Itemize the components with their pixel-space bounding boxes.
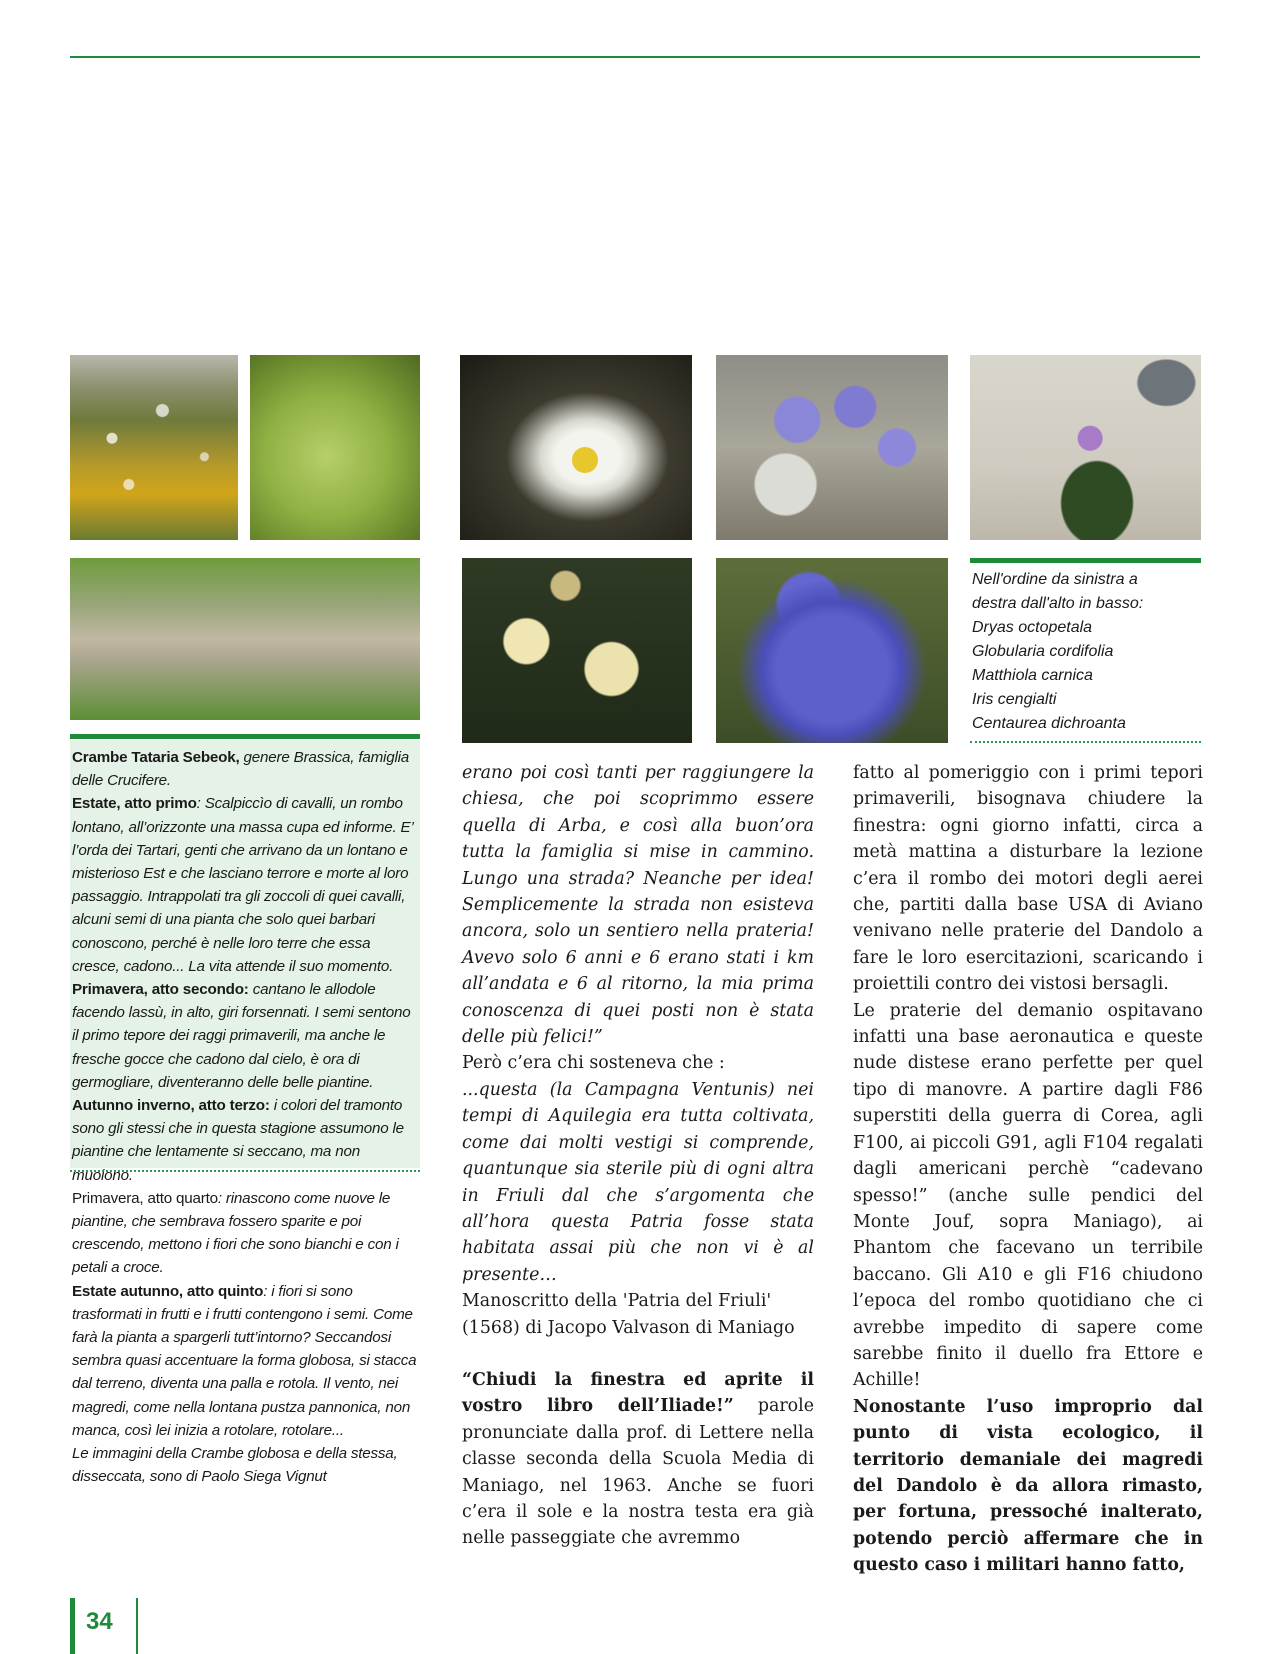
page-number-divider xyxy=(136,1598,138,1654)
act4-title: Primavera, atto quarto xyxy=(72,1189,218,1207)
caption-line: Globularia cordifolia xyxy=(972,643,1114,660)
caption-top-bar xyxy=(970,558,1201,563)
top-rule xyxy=(70,56,1200,58)
act3-title: Autunno inverno, atto terzo: xyxy=(72,1097,270,1115)
sidebar-top-bar xyxy=(70,734,420,739)
sidebar-text xyxy=(72,746,418,1489)
paragraph-airbase: Le praterie del demanio ospitavano infatti una base aeronautica e queste nude distese erano perfette per quel tipo di manovre. A partire dagli F86 superstiti della guerra di Corea, agli F100, ai piccoli G91, agli F104 regalati dagli americani perchè “cadevano spesso!” (anche sulle pendici del Monte Jouf, sopra Maniago), ai Phantom che facevano un terribile baccano. Gli A10 e gli F16 chiudono l’epoca del rombo quotidiano che ci avrebbe impedito di sapere come sarebbe finito il duello fra Ettore e Achille! xyxy=(853,1000,1203,1391)
act2-title: Primavera, atto secondo: xyxy=(72,981,249,999)
caption-line: Nell'ordine da sinistra a xyxy=(972,571,1138,588)
paragraph-conclusion: Nonostante l’uso improprio dal punto di vista ecologico, il territorio demaniale dei magredi del Dandolo è da allora rimasto, per fortuna, pressoché inalterato, potendo perciò affermare che in questo caso i militari hanno fatto, xyxy=(853,1396,1203,1576)
caption-line: destra dall'alto in basso: xyxy=(972,595,1144,612)
act1-text: : Scalpiccìo di cavalli, un rombo lontano, all’orizzonte una massa cupa ed informe. E’ l’orda dei Tartari, genti che arrivano da un lontano e misterioso Est e che lasciano terrore e morte al loro passaggio. Intrappolati tra gli zoccoli di quei cavalli, alcuni semi di una pianta che solo quei barbari conoscono, perché è nelle loro terre che essa cresce, cadono... La vita attende il suo momento. xyxy=(72,795,413,975)
quote-manuscript: ...questa (la Campagna Ventunis) nei tempi di Aquilegia era tutta coltivata, come dai molti vestigi si comprende, quantunque sia sterile più di ogni altra in Friuli dal che s’argomenta che all’hora questa Patria fosse stata habitata assai più che non vi è al presente… xyxy=(462,1079,814,1285)
manuscript-source: Manoscritto della 'Patria del Friuli' (1568) di Jacopo Valvason di Maniago xyxy=(462,1291,795,1338)
photo-dryas-octopetala xyxy=(460,355,692,540)
intro-line: Però c’era chi sosteneva che : xyxy=(462,1053,725,1074)
caption-line: Dryas octopetala xyxy=(972,619,1093,636)
sidebar-dotted-rule xyxy=(70,1170,420,1172)
act5-title: Estate autunno, atto quinto xyxy=(72,1282,264,1300)
text-column-1 xyxy=(462,760,814,1552)
caption-dotted-rule xyxy=(970,741,1201,743)
caption-line: Centaurea dichroanta xyxy=(972,715,1126,732)
caption-line: Iris cengialti xyxy=(972,691,1057,708)
paragraph-airplanes: fatto al pomeriggio con i primi tepori primaverili, bisognava chiudere la finestra: ogni giorno infatti, circa a metà mattina a disturbare la lezione c’era il rombo dei motori degli aerei che, partiti dalla base USA di Aviano venivano nelle praterie del Dandolo a fare le loro esercitazioni, scaricando i proiettili contro dei vistosi bersagli. xyxy=(853,763,1203,995)
caption-line: Matthiola carnica xyxy=(972,667,1093,684)
photo-meadow-flowers xyxy=(70,355,238,540)
text-column-2 xyxy=(853,760,1203,1579)
page-number: 34 xyxy=(86,1608,113,1635)
act1-title: Estate, atto primo xyxy=(72,795,197,813)
sidebar-intro-text: genere Brassica, famiglia delle Crucifere. xyxy=(72,749,410,790)
sidebar-intro-title: Crambe Tataria Sebeok, xyxy=(72,749,240,766)
act4-text: : rinascono come nuove le piantine, che sembrava fossero sparite e poi crescendo, mettono i fiori che sono bianchi e con i petali a croce. xyxy=(72,1189,399,1277)
photo-globularia-cordifolia xyxy=(716,355,948,540)
photo-caption xyxy=(972,568,1192,736)
act5-text: : i fiori si sono trasformati in frutti e i frutti contengono i semi. Come farà la pianta a spargerli tutt’intorno? Seccandosi sembra quasi accentuare la forma globosa, si stacca dal terreno, diventa una palla e rotola. Il vento, nei magredi, come nella lontana pustza pannonica, non manca, così lei inizia a rotolare, rotolare... xyxy=(72,1282,417,1439)
photo-centaurea-dichroanta xyxy=(462,558,692,743)
photo-crambe-dried xyxy=(70,558,420,720)
act3-text: i colori del tramonto sono gli stessi che in questa stagione assumono le piantine che lentamente si seccano, ma non muoiono. xyxy=(72,1097,404,1184)
photo-credits: Le immagini della Crambe globosa e della stessa, disseccata, sono di Paolo Siega Vignut xyxy=(72,1445,398,1486)
iliad-quote: “Chiudi la finestra ed aprite il vostro libro dell’Iliade!” xyxy=(462,1369,814,1417)
page-number-bar xyxy=(70,1598,75,1654)
act2-text: cantano le allodole facendo lassù, in alto, giri forsennati. I semi sentono il primo tepore dei raggi primaverili, ma anche le fresche gocce che cadono dal cielo, è ora di germogliare, diventeranno delle belle piantine. xyxy=(72,981,411,1091)
photo-crambe-globosa xyxy=(250,355,420,540)
iliad-paragraph: parole pronunciate dalla prof. di Lettere nella classe seconda della Scuola Media di Maniago, nel 1963. Anche se fuori c’era il sole e la nostra testa era già nelle passeggiate che avremmo xyxy=(462,1396,814,1549)
photo-matthiola-carnica xyxy=(970,355,1201,540)
quote-childhood: erano poi così tanti per raggiungere la chiesa, che poi scoprimmo essere quella di Arba, e così alla buon’ora tutta la famiglia si mise in cammino. Lungo una strada? Neanche per idea! Semplicemente la strada non esisteva ancora, solo un sentiero nella prateria! Avevo solo 6 anni e 6 erano stati i km all’andata e 6 al ritorno, la mia prima conoscenza di quei posti non è stata delle più felici!” xyxy=(462,763,814,1048)
photo-iris-cengialti xyxy=(716,558,948,743)
